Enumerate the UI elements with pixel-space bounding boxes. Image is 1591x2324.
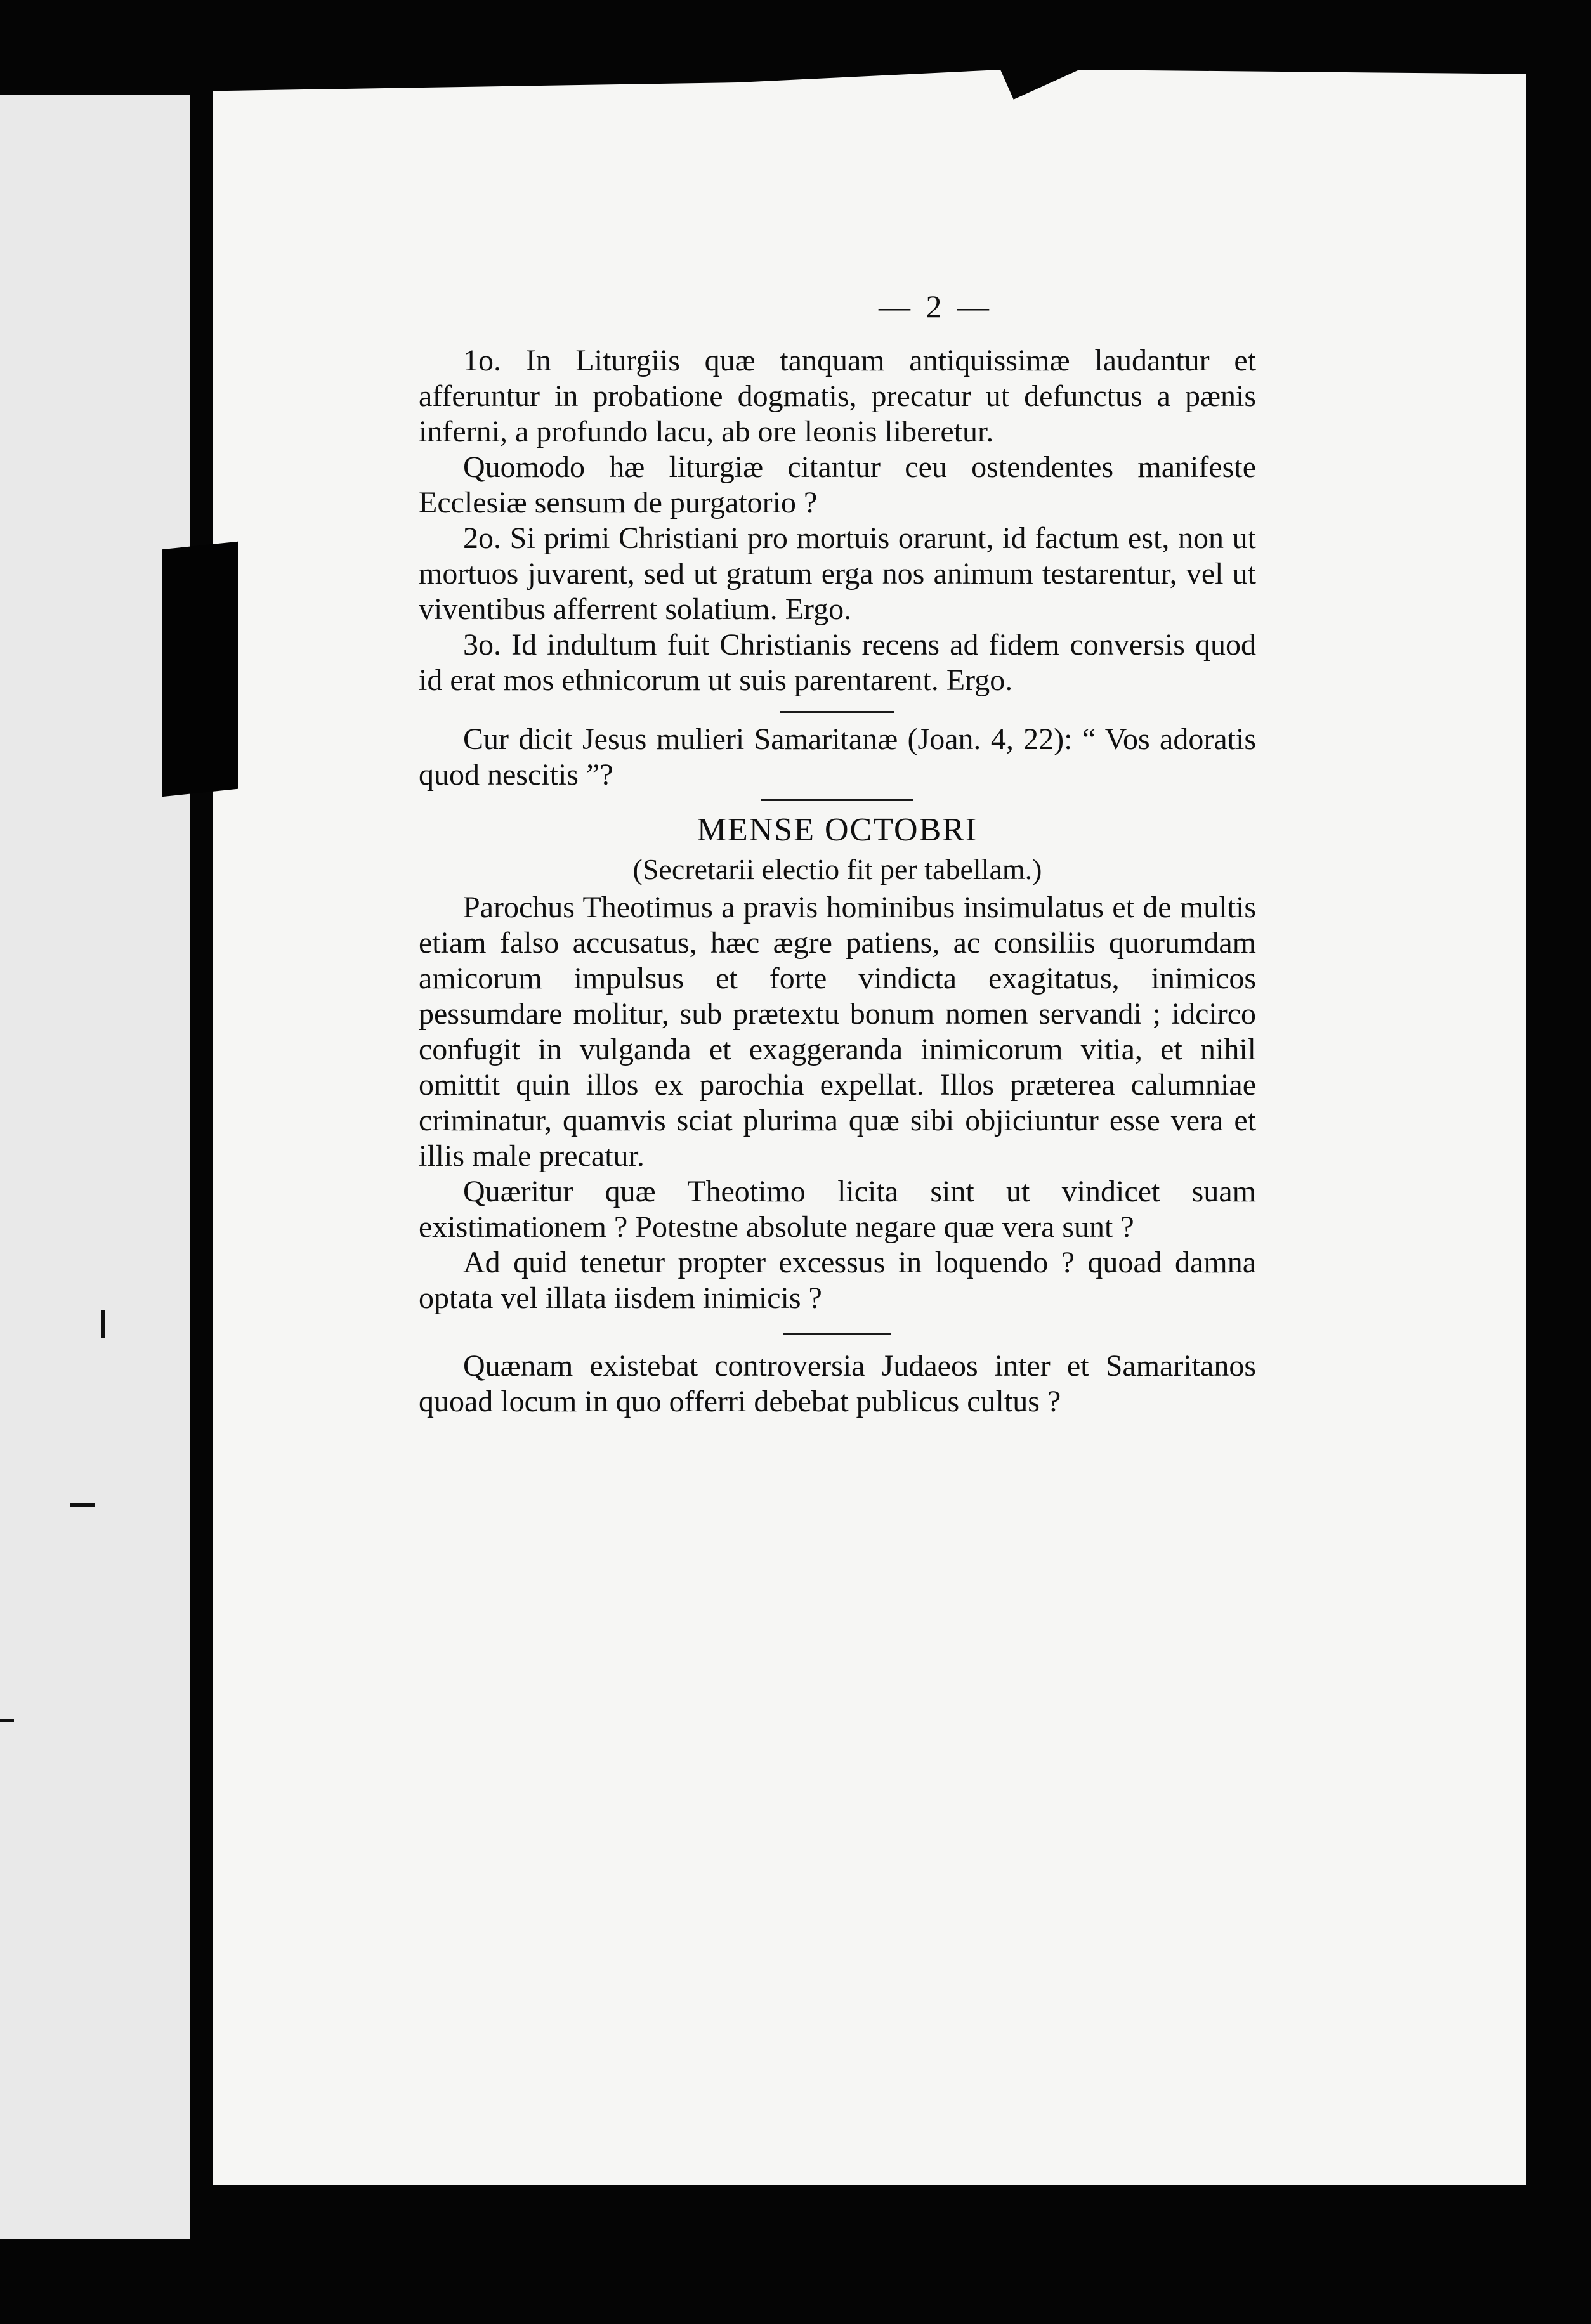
paragraph-objection-2: 2o. Si primi Christiani pro mortuis orarunt, id factum est, non ut mortuos juvarent, sed ut gratum erga nos animum testarentur, vel ut viventibus afferrent solatium. Ergo.: [419, 521, 1256, 626]
paragraph-case-theotimus: Parochus Theotimus a pravis hominibus insimulatus et de multis etiam falso accusatus, hæc ægre patiens, ac consiliis quorumdam amicorum impulsus et forte vindicta exagitatus, inimicos pessumdare molitur, sub prætextu bonum nomen servandi ; idcirco confugit in vulganda et exaggeranda inimicorum vitia, et nihil omittit quin illos ex parochia expellat. Illos præterea calumniae criminatur, quamvis sciat plurima quæ sibi objiciuntur esse vera et illis male precatur.: [419, 891, 1256, 1173]
paragraph-question-licita: Quæritur quæ Theotimo licita sint ut vindicet suam existimationem ? Potestne absolute negare quæ vera sunt ?: [419, 1175, 1256, 1244]
divider-rule: [783, 1333, 891, 1335]
binding-tape: [162, 542, 238, 797]
ink-mark: [0, 1719, 14, 1722]
question-jesus-samaritan: Cur dicit Jesus mulieri Samaritanæ (Joan. 4, 22): “ Vos adoratis quod nescitis ”?: [419, 722, 1256, 792]
page-text: [419, 289, 1256, 1420]
paragraph-objection-3: 3o. Id indultum fuit Christianis recens ad fidem conversis quod id erat mos ethnicorum ut suis parentarent. Ergo.: [419, 628, 1256, 697]
paragraph-question-purgatory: Quomodo hæ liturgiæ citantur ceu ostendentes manifeste Ecclesiæ sensum de purgatorio ?: [419, 450, 1256, 519]
section-subheading: (Secretarii electio fit per tabellam.): [632, 853, 1042, 885]
closing-question: Quænam existebat controversia Judaeos inter et Samaritanos quoad locum in quo offerri debebat publicus cultus ?: [419, 1349, 1256, 1418]
paragraph-objection-1: 1o. In Liturgiis quæ tanquam antiquissimæ laudantur et afferuntur in probatione dogmatis, precatur ut defunctus a pænis inferni, a profundo lacu, ab ore leonis liberetur.: [419, 344, 1256, 448]
paragraph-question-excessus: Ad quid tenetur propter excessus in loquendo ? quoad damna optata vel illata iisdem inimicis ?: [419, 1246, 1256, 1315]
divider-rule: [761, 799, 913, 801]
facing-page-edge: [0, 95, 190, 2239]
ink-mark: [101, 1310, 105, 1338]
section-heading: MENSE OCTOBRI: [697, 812, 978, 848]
ink-mark: [70, 1503, 95, 1507]
page-number: — 2 —: [879, 289, 993, 324]
divider-rule: [780, 711, 894, 713]
